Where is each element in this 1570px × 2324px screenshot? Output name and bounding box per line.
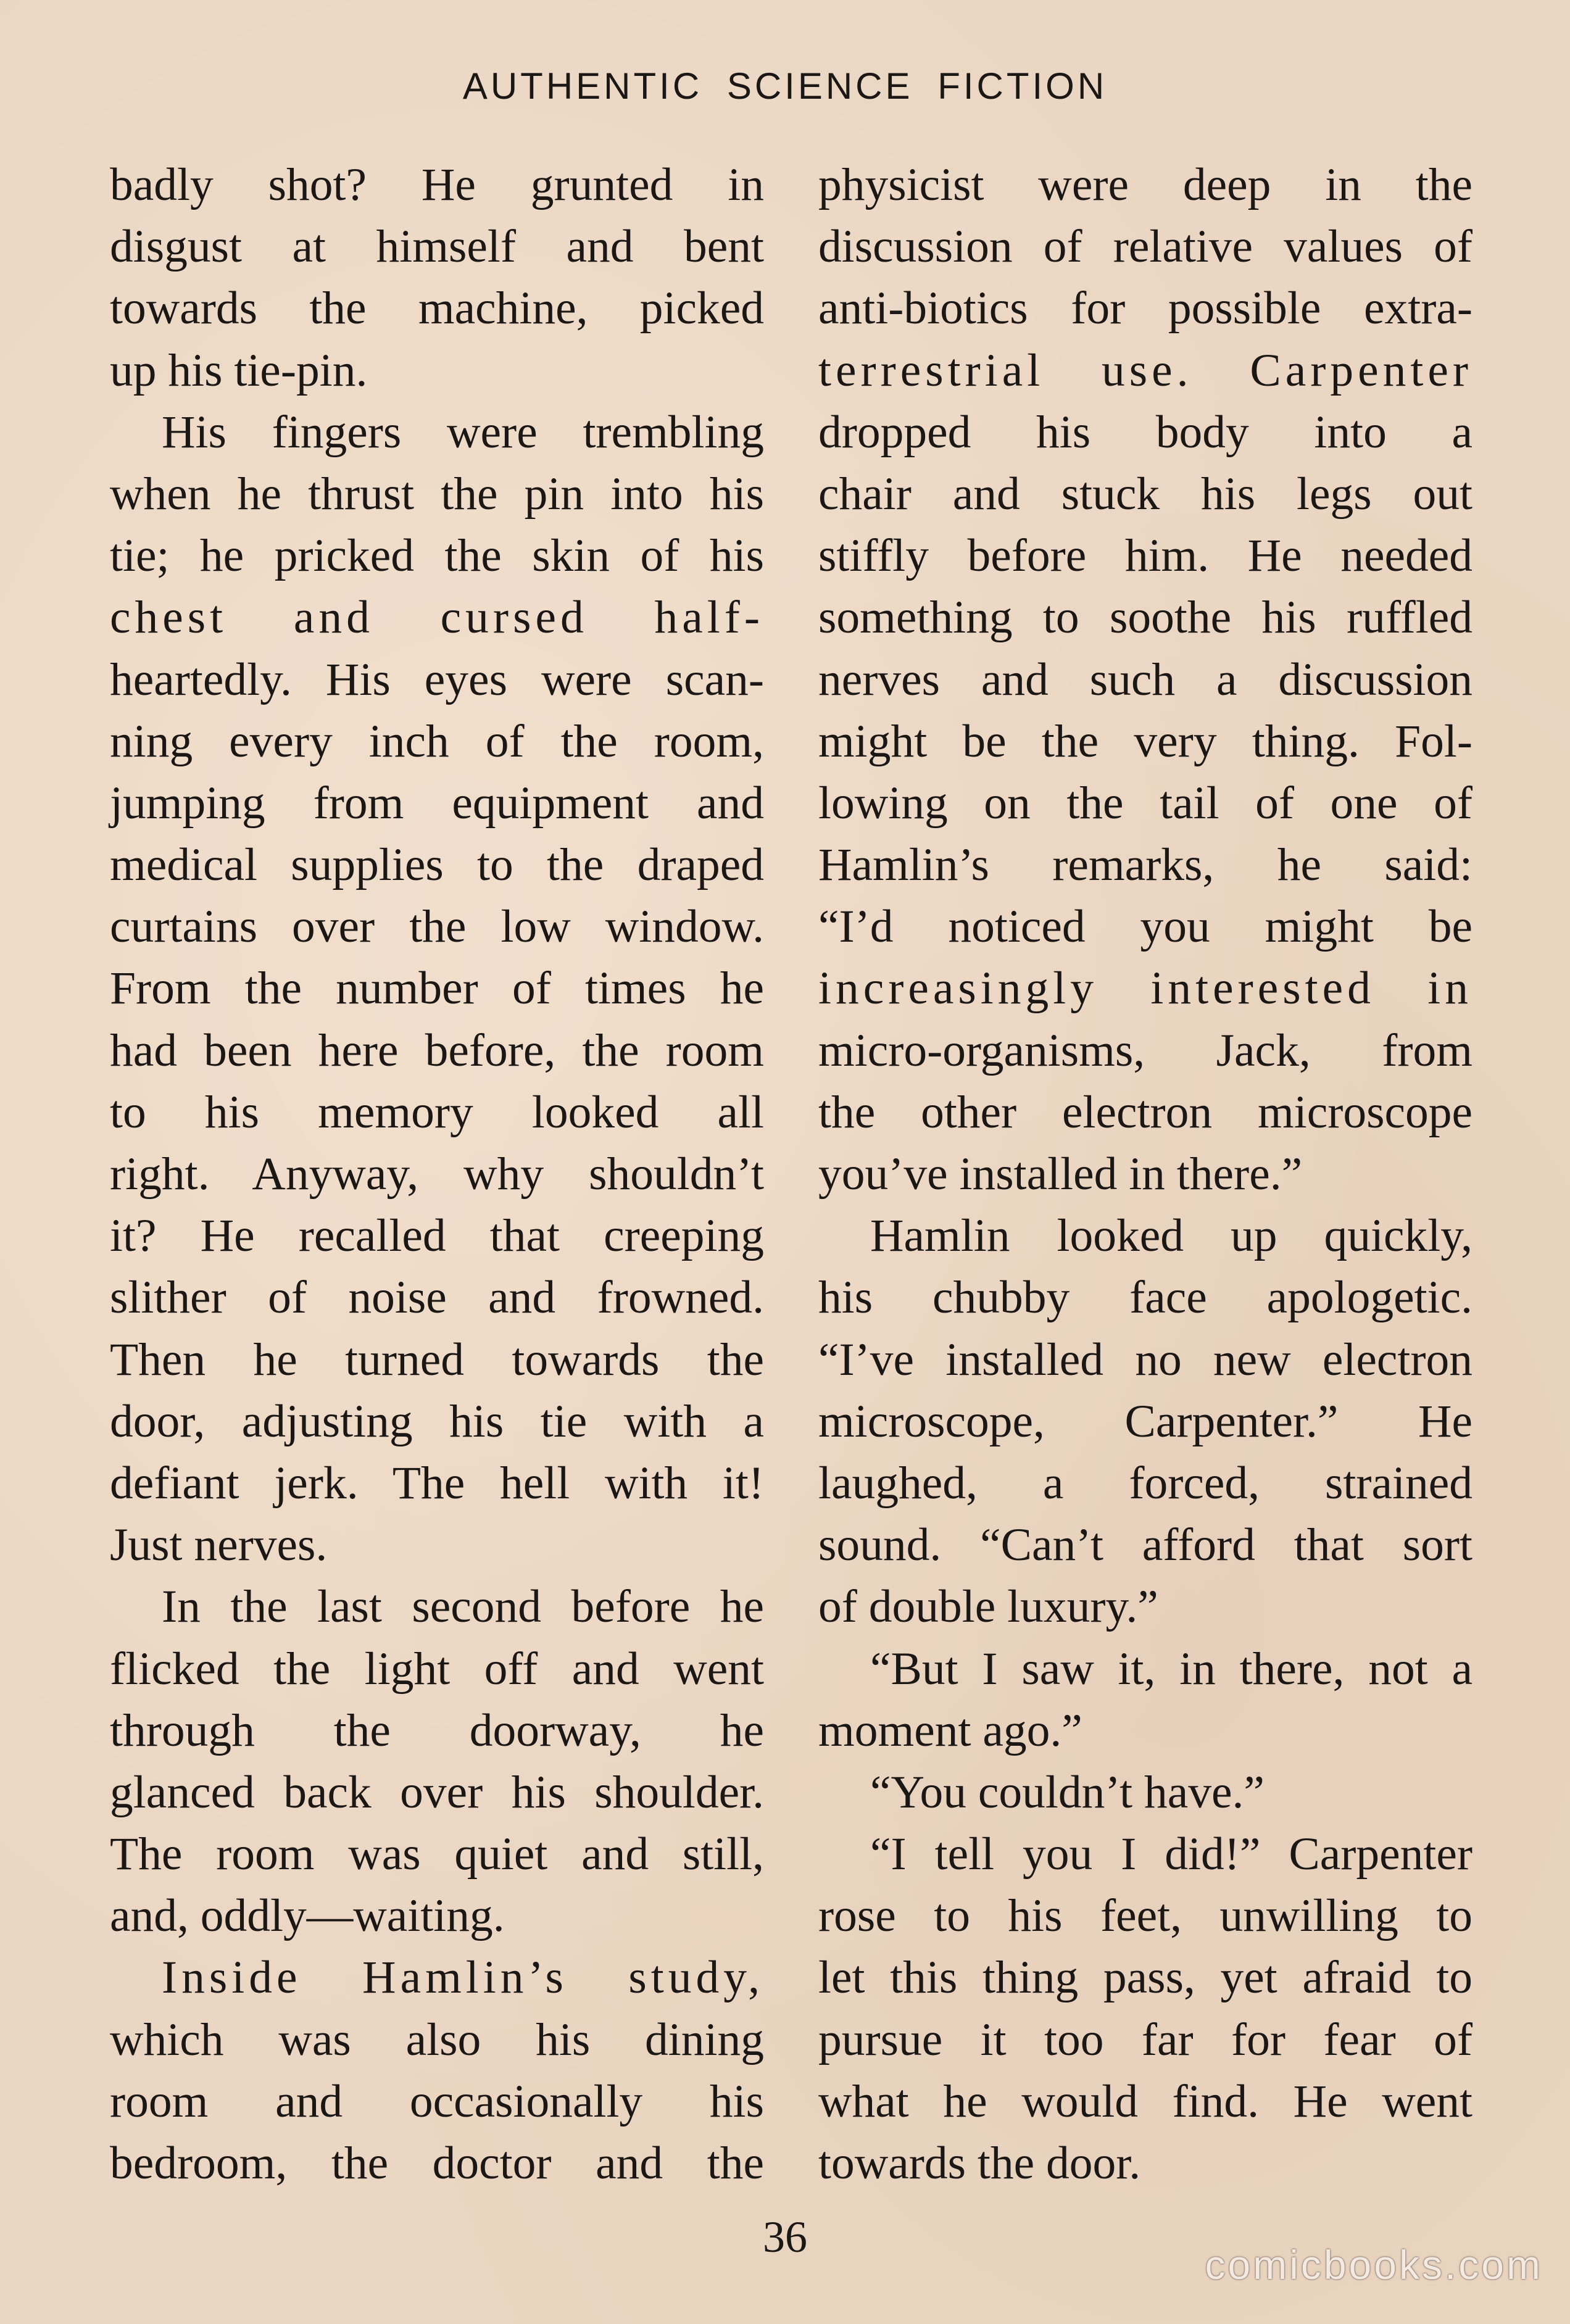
text-line: Hamlin’s remarks, he said: <box>818 839 1472 891</box>
text-line: Just nerves. <box>110 1519 328 1571</box>
text-line: to his memory looked all <box>110 1086 764 1138</box>
text-line: Hamlin looked up quickly, <box>870 1210 1472 1262</box>
text-line: the other electron microscope <box>818 1086 1472 1138</box>
text-line: and, oddly—waiting. <box>110 1890 505 1942</box>
text-line: badly shot? He grunted in <box>110 159 764 210</box>
text-line: The room was quiet and still, <box>110 1828 764 1880</box>
text-line: towards the door. <box>818 2138 1141 2189</box>
text-line: you’ve installed in there.” <box>818 1148 1303 1200</box>
text-line: physicist were deep in the <box>818 159 1472 210</box>
text-line: door, adjusting his tie with a <box>110 1395 764 1447</box>
text-line: jumping from equipment and <box>110 777 764 829</box>
text-line: terrestrial use. Carpenter <box>818 344 1472 396</box>
text-line: His fingers were trembling <box>162 406 764 458</box>
text-line: up his tie-pin. <box>110 344 368 396</box>
text-line: his chubby face apologetic. <box>818 1272 1472 1324</box>
text-line: medical supplies to the draped <box>110 839 764 891</box>
page-number: 36 <box>763 2212 807 2262</box>
text-line: flicked the light off and went <box>110 1643 764 1695</box>
text-line: it? He recalled that creeping <box>110 1210 764 1262</box>
text-line: lowing on the tail of one of <box>818 777 1472 829</box>
text-line: let this thing pass, yet afraid to <box>818 1952 1472 2004</box>
text-line: had been here before, the room <box>110 1024 764 1076</box>
text-line: disgust at himself and bent <box>110 221 764 273</box>
text-line: something to soothe his ruffled <box>818 592 1472 644</box>
text-line: Inside Hamlin’s study, <box>162 1952 764 2004</box>
text-line: tie; he pricked the skin of his <box>110 530 764 582</box>
text-line: discussion of relative values of <box>818 221 1472 273</box>
text-line: “I tell you I did!” Carpenter <box>870 1828 1472 1880</box>
text-line: which was also his dining <box>110 2014 764 2065</box>
text-line: stiffly before him. He needed <box>818 530 1472 582</box>
text-line: towards the machine, picked <box>110 283 764 334</box>
text-line: increasingly interested in <box>818 963 1472 1015</box>
text-line: defiant jerk. The hell with it! <box>110 1457 764 1509</box>
text-line: through the doorway, he <box>110 1704 764 1756</box>
text-line: moment ago.” <box>818 1704 1082 1756</box>
text-line: pursue it too far for fear of <box>818 2014 1472 2065</box>
text-line: what he would find. He went <box>818 2075 1472 2127</box>
text-line: chest and cursed half- <box>110 592 764 644</box>
watermark-text: comicbooks.com <box>1205 2242 1543 2288</box>
text-line: sound. “Can’t afford that sort <box>818 1519 1472 1571</box>
text-line: bedroom, the doctor and the <box>110 2138 764 2189</box>
text-line: rose to his feet, unwilling to <box>818 1890 1472 1942</box>
text-line: room and occasionally his <box>110 2075 764 2127</box>
text-line: curtains over the low window. <box>110 901 764 953</box>
text-line: microscope, Carpenter.” He <box>818 1395 1472 1447</box>
text-line: dropped his body into a <box>818 406 1472 458</box>
text-line: Then he turned towards the <box>110 1334 764 1385</box>
text-line: ning every inch of the room, <box>110 715 764 767</box>
text-line: “You couldn’t have.” <box>870 1766 1265 1818</box>
running-head: AUTHENTIC SCIENCE FICTION <box>462 65 1108 107</box>
text-line: From the number of times he <box>110 963 764 1015</box>
text-line: micro-organisms, Jack, from <box>818 1024 1472 1076</box>
text-line: heartedly. His eyes were scan- <box>110 654 764 705</box>
text-line: slither of noise and frowned. <box>110 1272 764 1324</box>
text-line: laughed, a forced, strained <box>818 1457 1472 1509</box>
text-line: chair and stuck his legs out <box>818 468 1472 520</box>
text-line: In the last second before he <box>162 1581 764 1633</box>
text-line: anti-biotics for possible extra- <box>818 283 1472 334</box>
text-line: glanced back over his shoulder. <box>110 1766 764 1818</box>
left-column <box>110 154 764 2194</box>
text-line: right. Anyway, why shouldn’t <box>110 1148 764 1200</box>
text-line: “I’d noticed you might be <box>818 901 1472 953</box>
text-line: nerves and such a discussion <box>818 654 1472 705</box>
right-column <box>818 154 1472 2194</box>
text-line: “But I saw it, in there, not a <box>870 1643 1472 1695</box>
text-line: when he thrust the pin into his <box>110 468 764 520</box>
text-line: might be the very thing. Fol- <box>818 715 1472 767</box>
text-line: of double luxury.” <box>818 1581 1158 1633</box>
text-line: “I’ve installed no new electron <box>818 1334 1472 1385</box>
